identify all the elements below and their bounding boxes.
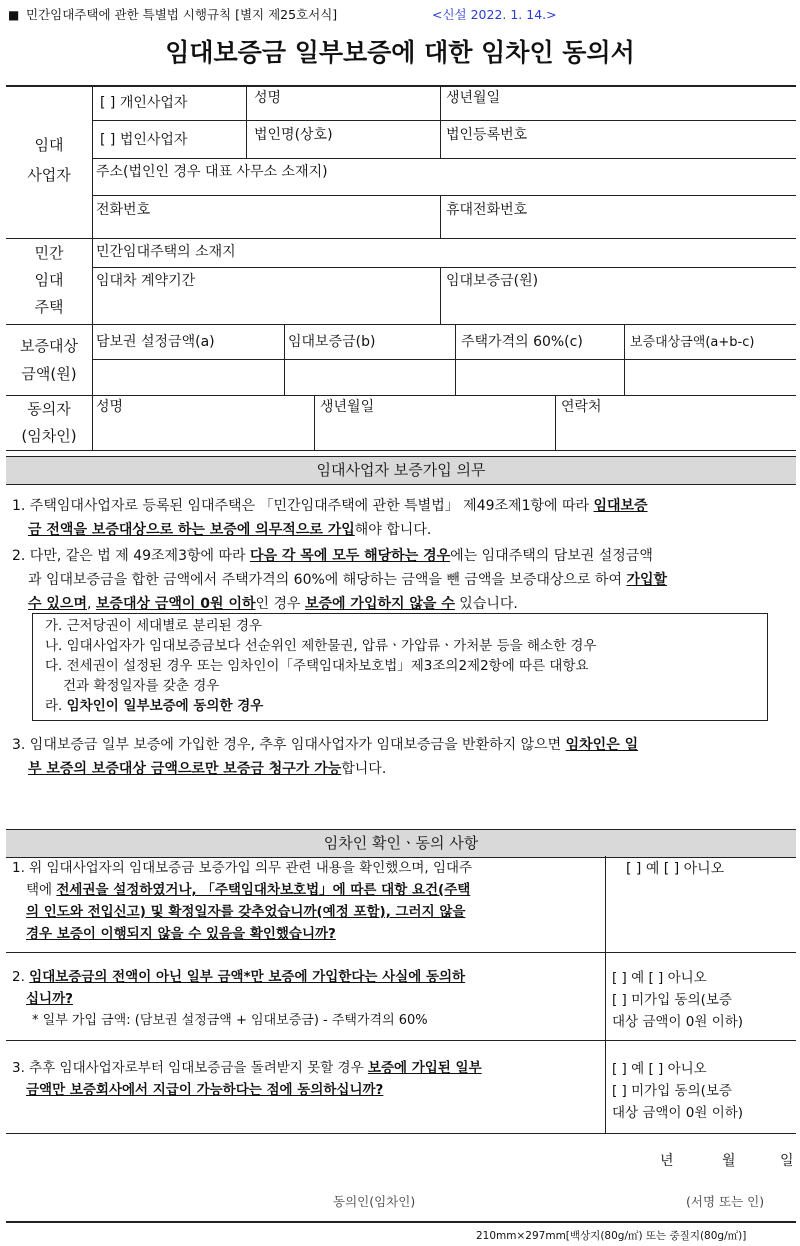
text-run: 다음 각 목에 모두 해당하는 경우 [249,548,451,564]
date-month: 월 [722,1153,736,1169]
duty-section-header [6,456,796,485]
corp-name-field[interactable]: 법인명(상호) [254,127,333,143]
section-divider [6,395,796,396]
q3-not-join-cont: 대상 금액이 0원 이하) [612,1105,744,1121]
house-label [6,240,92,321]
text-run: 임차인은 일 [565,737,639,753]
col-divider [555,395,556,450]
question-1 [12,857,602,945]
landlord-label-line: 사업자 [27,166,71,184]
table-bottom-border [6,450,796,451]
question-2 [12,966,602,1032]
guarantee-label-line: 보증대상 [20,337,78,355]
row-divider [6,1133,796,1134]
row-divider [92,267,796,268]
text-run: 금 전액을 보증대상으로 하는 보증에 의무적으로 가입 [28,522,355,538]
col-total-field[interactable]: 보증대상금액(a+b-c) [630,335,755,350]
section-divider [6,324,796,325]
row-divider [6,952,796,953]
row-divider [92,158,796,159]
text-run: 전세권을 설정하였거나, 「주택임대차보호법」에 따른 대항 요건(주택 [56,882,471,898]
consenter-contact-field[interactable]: 연락처 [561,399,602,415]
landlord-label [6,130,92,190]
q3-options[interactable] [612,1058,796,1124]
text-run: 임대보증 [593,498,648,514]
label-column-border [92,85,93,450]
row-divider [92,120,796,121]
paper-spec: 210mm×297mm[백상지(80g/㎡) 또는 중질지(80g/㎡)] [476,1230,747,1242]
q3-yes-no[interactable]: [ ] 예 [ ] 아니오 [612,1061,707,1077]
col-divider [314,395,315,450]
text-run: 합니다. [341,761,387,777]
guarantee-label [6,332,92,388]
col-c-field[interactable]: 주택가격의 60%(c) [461,334,583,350]
header-square-icon: ■ [8,8,20,22]
text-run: 해야 합니다. [354,522,432,538]
col-divider [455,324,456,395]
consenter-label-line: 동의자 [27,400,71,418]
text-line [12,1057,602,1079]
row-divider [6,1040,796,1041]
individual-checkbox[interactable]: [ ] 개인사업자 [100,95,188,111]
col-divider [440,85,441,158]
signature-field[interactable]: (서명 또는 인) [686,1194,765,1209]
sub-conditions-list [45,616,761,716]
answer-column-border [605,856,606,1133]
sub-item-da: 다. 전세권이 설정된 경우 또는 임차인이「주택임대차보호법」제3조의2제2항에 따른 대항요 [45,658,589,674]
text-run: , [86,596,96,612]
sub-conditions-box [32,613,768,721]
landlord-label-line: 임대 [34,136,64,154]
row-divider [92,359,796,360]
guarantee-label-line: 금액(원) [21,365,77,383]
text-run: 임차인이 일부보증에 동의한 경우 [66,698,264,714]
page-title: 임대보증금 일부보증에 대한 임차인 동의서 [165,38,635,67]
text-run: 보증에 가입된 일부 [367,1060,482,1076]
col-a-field[interactable]: 담보권 설정금액(a) [96,334,215,350]
house-location-field[interactable]: 민간임대주택의 소재지 [96,244,236,260]
text-run: 보증대상 금액이 0원 이하 [95,596,256,612]
text-line: 의 인도와 전입신고) 및 확정일자를 갖추었습니까(예정 포함), 그러지 않을 [26,904,466,920]
text-line: 금액만 보증회사에서 지급이 가능하다는 점에 동의하십니까? [26,1082,384,1098]
sub-item-ga: 가. 근저당권이 세대별로 분리된 경우 [45,618,263,634]
text-line: 십니까? [26,991,73,1007]
landlord-birth-field[interactable]: 생년월일 [446,90,501,106]
question-3 [12,1057,602,1101]
house-label-line: 민간 [34,244,64,262]
text-run: 있습니다. [454,596,518,612]
landlord-mobile-field[interactable]: 휴대전화번호 [446,202,528,218]
table-top-border [6,85,796,87]
text-run: 3. 추후 임대사업자로부터 임대보증금을 돌려받지 못할 경우 [12,1060,368,1076]
text-line: 1. 위 임대사업자의 임대보증금 보증가입 의무 관련 내용을 확인했으며, 임대주 [12,860,473,876]
text-run: 가입할 [626,572,668,588]
text-line [12,879,602,901]
q2-not-join-cont: 대상 금액이 0원 이하) [612,1014,744,1030]
duty-item-2 [12,544,794,616]
q2-not-join[interactable]: [ ] 미가입 동의(보증 [612,992,732,1008]
text-run: 1. 주택임대사업자로 등록된 임대주택은 「민간임대주택에 관한 특별법」 제49조제1항에 따라 [12,498,594,514]
corporate-checkbox[interactable]: [ ] 법인사업자 [100,132,188,148]
duty-heading: 임대사업자 보증가입 의무 [316,461,486,479]
house-deposit-field[interactable]: 임대보증금(원) [446,273,539,289]
signer-label: 동의인(임차인) [333,1194,416,1209]
consenter-birth-field[interactable]: 생년월일 [320,399,375,415]
col-divider [624,324,625,395]
confirm-heading: 임차인 확인ㆍ동의 사항 [323,834,479,852]
section-divider [6,238,796,239]
text-run: 보증에 가입하지 않을 수 [304,596,455,612]
revision-date: <신설 2022. 1. 14.> [432,7,557,22]
col-divider [440,195,441,238]
duty-item-3 [12,733,794,781]
footer-rule [6,1221,796,1223]
rule-reference: 민간임대주택에 관한 특별법 시행규칙 [별지 제25호서식] [26,7,338,22]
corp-reg-field[interactable]: 법인등록번호 [446,127,528,143]
q3-not-join[interactable]: [ ] 미가입 동의(보증 [612,1083,732,1099]
q1-options[interactable]: [ ] 예 [ ] 아니오 [626,861,725,877]
lease-period-field[interactable]: 임대차 계약기간 [96,273,196,289]
text-run: 임대보증금의 전액이 아닌 일부 금액*만 보증에 가입한다는 사실에 동의하 [29,969,466,985]
house-label-line: 임대 [34,271,64,289]
date-day: 일 [780,1153,794,1169]
text-run: 3. 임대보증금 일부 보증에 가입한 경우, 추후 임대사업자가 임대보증금을 반환하지 않으면 [12,737,566,753]
landlord-address-field[interactable]: 주소(법인인 경우 대표 사무소 소재지) [96,164,328,180]
landlord-name-field[interactable]: 성명 [254,90,282,106]
text-run: 2. 다만, 같은 법 제 49조제3항에 따라 [12,548,250,564]
text-run: 인 경우 [255,596,305,612]
col-divider [284,324,285,395]
text-run: 부 보증의 보증대상 금액으로만 보증금 청구가 가능 [28,761,342,777]
col-divider [246,85,247,158]
consenter-label-line: (임차인) [21,427,77,445]
date-year: 년 [660,1153,674,1169]
q2-yes-no[interactable]: [ ] 예 [ ] 아니오 [612,970,707,986]
duty-item-1 [12,494,792,542]
text-run: 수 있으며 [28,596,87,612]
landlord-phone-field[interactable]: 전화번호 [96,202,151,218]
text-line: * 일부 가입 금액: (담보권 설정금액 + 임대보증금) - 주택가격의 60% [32,1013,428,1028]
q2-options[interactable] [612,967,796,1033]
col-b-field[interactable]: 임대보증금(b) [288,334,376,350]
text-run: 과 임대보증금을 합한 금액에서 주택가격의 60%에 해당하는 금액을 뺀 금액을 보증대상으로 하여 [28,572,627,588]
text-run: 에는 임대주택의 담보권 설정금액 [450,548,653,564]
consenter-label [6,396,92,450]
house-label-line: 주택 [34,298,64,316]
text-line: 경우 보증이 이행되지 않을 수 있음을 확인했습니까? [26,926,336,942]
col-divider [440,267,441,324]
sub-item-ra [45,696,761,716]
row-divider [92,195,796,196]
text-line [12,966,602,988]
consenter-name-field[interactable]: 성명 [96,399,124,415]
text-run: 택에 [26,882,57,898]
text-run: 2. [12,969,30,985]
sub-item-da-cont: 건과 확정일자를 갖춘 경우 [63,678,220,694]
sub-item-na: 나. 임대사업자가 임대보증금보다 선순위인 제한물권, 압류ㆍ가압류ㆍ가처분 등을 해소한 경우 [45,638,597,654]
confirm-section-header [6,829,796,858]
text-run: 라. [45,698,67,714]
